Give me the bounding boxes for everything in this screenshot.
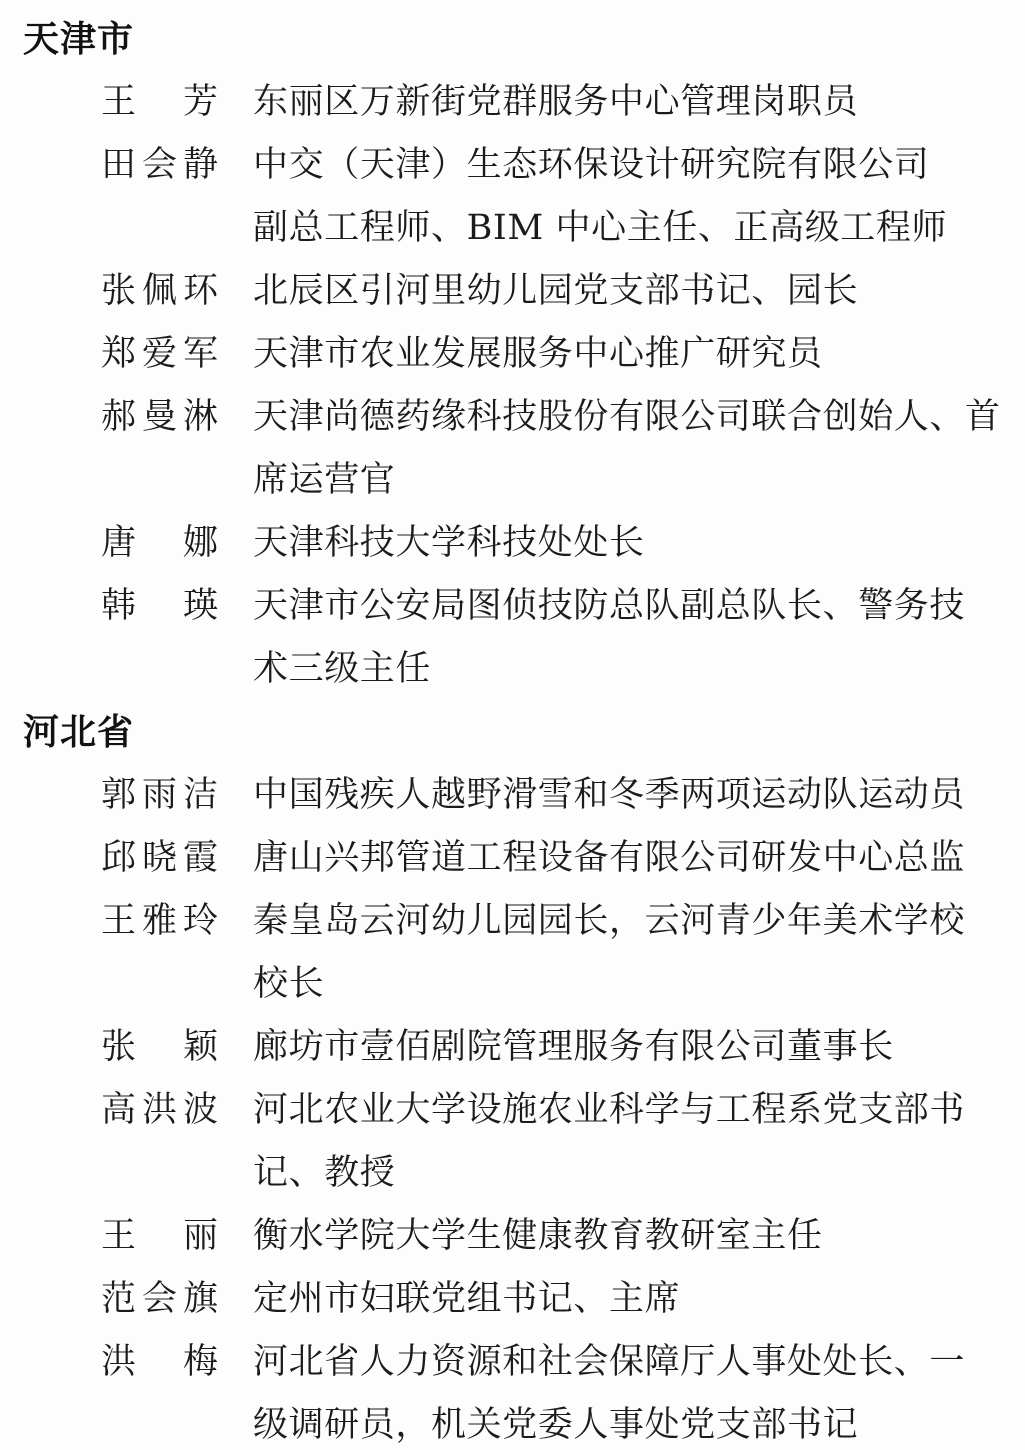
person-title-line: 记、教授: [253, 1153, 396, 1193]
section-header: 天津市: [23, 19, 135, 60]
person-title-line: 唐山兴邦管道工程设备有限公司研发中心总监: [253, 838, 966, 878]
entry-row: [0, 260, 1025, 323]
person-title-line: 廊坊市壹佰剧院管理服务有限公司董事长: [253, 1027, 894, 1067]
person-title: [253, 386, 1001, 512]
person-title: [253, 764, 965, 827]
person-title: [253, 1268, 680, 1331]
entry-row: [0, 890, 1025, 1016]
person-name: 范会旗: [101, 1279, 218, 1319]
person-title-line: 席运营官: [253, 460, 396, 500]
person-name: 郑爱军: [101, 334, 218, 374]
person-title: [253, 1331, 965, 1450]
person-title-line: 校长: [253, 964, 325, 1004]
entry-row: [0, 1331, 1025, 1450]
section-header: 河北省: [23, 712, 135, 753]
person-name: 邱晓霞: [101, 838, 218, 878]
person-title: [253, 890, 965, 1016]
entry-row: [0, 134, 1025, 260]
person-name: 韩 瑛: [101, 586, 218, 626]
person-title: [253, 323, 823, 386]
section-tianjin: [0, 8, 1025, 701]
person-name: 张 颖: [101, 1027, 218, 1067]
person-title-line: 术三级主任: [253, 649, 432, 689]
person-title-line: 天津市农业发展服务中心推广研究员: [253, 334, 823, 374]
entry-row: [0, 1205, 1025, 1268]
entry-row: [0, 1079, 1025, 1205]
person-name: 洪 梅: [101, 1342, 218, 1382]
person-title-line: 中国残疾人越野滑雪和冬季两项运动队运动员: [253, 775, 966, 815]
person-title: [253, 1079, 965, 1205]
entry-row: [0, 386, 1025, 512]
entry-row: [0, 1268, 1025, 1331]
person-name: 王雅玲: [101, 901, 218, 941]
person-title-line: 天津尚德药缘科技股份有限公司联合创始人、首: [253, 397, 1001, 437]
person-title-line: 中交（天津）生态环保设计研究院有限公司: [253, 145, 930, 185]
entry-row: [0, 575, 1025, 701]
person-name: 高洪波: [101, 1090, 218, 1130]
entry-row: [0, 323, 1025, 386]
person-title-line: 定州市妇联党组书记、主席: [253, 1279, 681, 1319]
person-title-line: 东丽区万新街党群服务中心管理岗职员: [253, 82, 859, 122]
person-name: 唐 娜: [101, 523, 218, 563]
entry-row: [0, 1016, 1025, 1079]
person-title: [253, 827, 965, 890]
person-name: 张佩环: [101, 271, 218, 311]
person-name: 王 丽: [101, 1216, 218, 1256]
person-title: [253, 1016, 894, 1079]
person-title: [253, 1205, 823, 1268]
person-title-line: 衡水学院大学生健康教育教研室主任: [253, 1216, 823, 1256]
person-name: 郝曼淋: [101, 397, 218, 437]
person-name: 郭雨洁: [101, 775, 218, 815]
entry-row: [0, 71, 1025, 134]
person-title-line: 河北省人力资源和社会保障厅人事处处长、一: [253, 1342, 966, 1382]
person-title-line: 河北农业大学设施农业科学与工程系党支部书: [253, 1090, 966, 1130]
person-title: [253, 260, 858, 323]
entry-row: [0, 512, 1025, 575]
person-title: [253, 134, 947, 260]
section-hebei: [0, 701, 1025, 1450]
person-title-line: 天津市公安局图侦技防总队副总队长、警务技: [253, 586, 966, 626]
person-title-line: 副总工程师、BIM 中心主任、正高级工程师: [253, 208, 948, 248]
person-title: [253, 512, 645, 575]
entry-row: [0, 764, 1025, 827]
person-title-line: 秦皇岛云河幼儿园园长，云河青少年美术学校: [253, 901, 966, 941]
person-name: 田会静: [101, 145, 218, 185]
person-title: [253, 71, 858, 134]
person-name: 王 芳: [101, 82, 218, 122]
person-title-line: 级调研员，机关党委人事处党支部书记: [253, 1405, 859, 1445]
person-title-line: 天津科技大学科技处处长: [253, 523, 645, 563]
entry-row: [0, 827, 1025, 890]
person-title: [253, 575, 965, 701]
person-title-line: 北辰区引河里幼儿园党支部书记、园长: [253, 271, 859, 311]
